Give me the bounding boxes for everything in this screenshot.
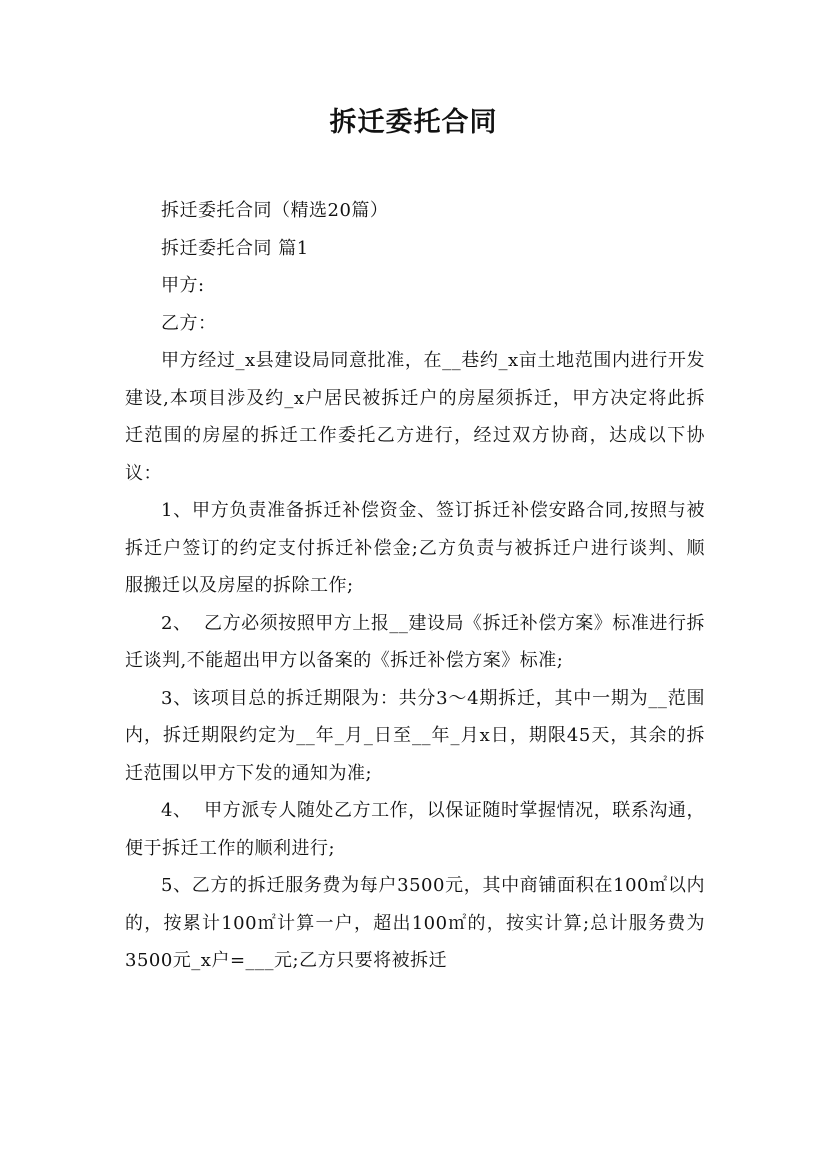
party-a-line: 甲方:	[161, 275, 205, 296]
clause-4: 4、 甲方派专人随处乙方工作，以保证随时掌握情况，联系沟通，便于拆迁工作的顺利进行;	[125, 800, 705, 859]
party-b-line: 乙方：	[161, 312, 217, 334]
document-title: 拆迁委托合同	[329, 107, 498, 138]
clause-5: 5、乙方的拆迁服务费为每户3500元，其中商铺面积在100㎡以内的，按累计100㎡计算一户，超出100㎡的，按实计算;总计服务费为3500元_x户=___元;乙方只要将被拆迁	[125, 875, 705, 971]
clause-1: 1、甲方负责准备拆迁补偿资金、签订拆迁补偿安路合同,按照与被拆迁户签订的约定支付拆迁补偿金;乙方负责与被拆迁户进行谈判、顺服搬迁以及房屋的拆除工作;	[125, 500, 705, 596]
clause-2: 2、 乙方必须按照甲方上报__建设局《拆迁补偿方案》标准进行拆迁谈判,不能超出甲方以备案的《拆迁补偿方案》标准;	[125, 612, 705, 671]
subtitle-line: 拆迁委托合同（精选20篇）	[161, 200, 389, 221]
section-heading: 拆迁委托合同 篇1	[161, 237, 309, 259]
document-body	[125, 192, 705, 980]
intro-paragraph: 甲方经过_x县建设局同意批准，在__巷约_x亩土地范围内进行开发建设,本项目涉及约_x户居民被拆迁户的房屋须拆迁，甲方决定将此拆迁范围的房屋的拆迁工作委托乙方进行，经过双方协商，达成以下协议：	[125, 350, 705, 484]
clause-3: 3、该项目总的拆迁期限为：共分3～4期拆迁，其中一期为__范围内，拆迁期限约定为__年_月_日至__年_月x日，期限45天，其余的拆迁范围以甲方下发的通知为准;	[125, 687, 705, 784]
